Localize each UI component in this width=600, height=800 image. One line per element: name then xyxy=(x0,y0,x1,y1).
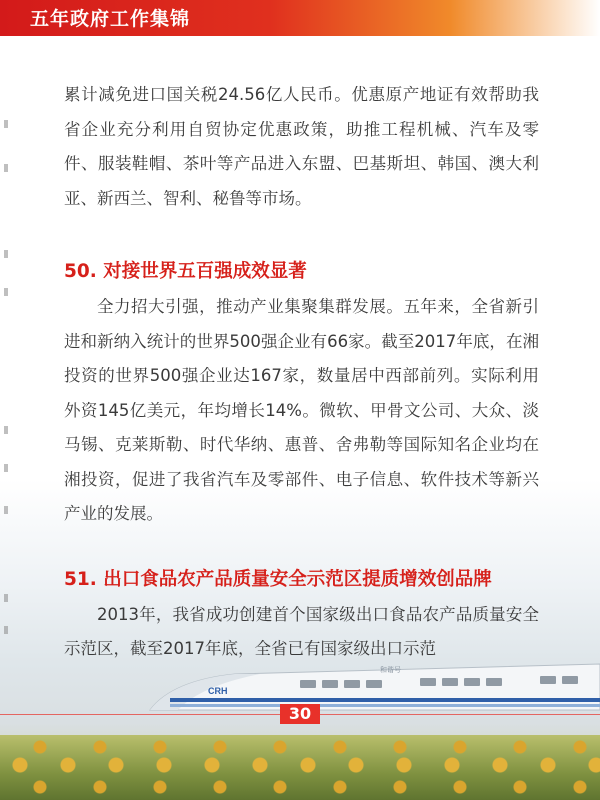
page-number: 30 xyxy=(280,704,320,724)
header-banner xyxy=(0,0,600,36)
section-50-heading: 50. 对接世界五百强成效显著 xyxy=(64,261,307,282)
section-51-body: 2013年，我省成功创建首个国家级出口食品农产品质量安全示范区，截至2017年底，全省已有国家级出口示范 xyxy=(64,604,539,658)
section-50-body: 全力招大引强，推动产业集聚集群发展。五年来，全省新引进和新纳入统计的世界500强企业有66家。截至2017年底，在湘投资的世界500强企业达167家，数量居中西部前列。实际利用外资145亿美元，年均增长14%。微软、甲骨文公司、大众、淡马锡、克莱斯勒、时代华纳、惠普、舍弗勒等国际知名企业均在湘投资，促进了我省汽车及零部件、电子信息、软件技术等新兴产业的发展。 xyxy=(64,297,539,523)
section-51-heading: 51. 出口食品农产品质量安全示范区提质增效创品牌 xyxy=(64,568,492,590)
train-brand-text: CRH xyxy=(208,686,228,696)
train-name-text: 和谐号 xyxy=(380,666,401,674)
margin-marks xyxy=(4,120,10,640)
page-content xyxy=(64,78,539,667)
intro-paragraph: 累计减免进口国关税24.56亿人民币。优惠原产地证有效帮助我省企业充分利用自贸协定优惠政策，助推工程机械、汽车及零件、服装鞋帽、茶叶等产品进入东盟、巴基斯坦、韩国、澳大利亚、新西兰、智利、秘鲁等市场。 xyxy=(64,85,539,208)
header-title: 五年政府工作集锦 xyxy=(30,8,191,30)
sunflower-field xyxy=(0,735,600,800)
